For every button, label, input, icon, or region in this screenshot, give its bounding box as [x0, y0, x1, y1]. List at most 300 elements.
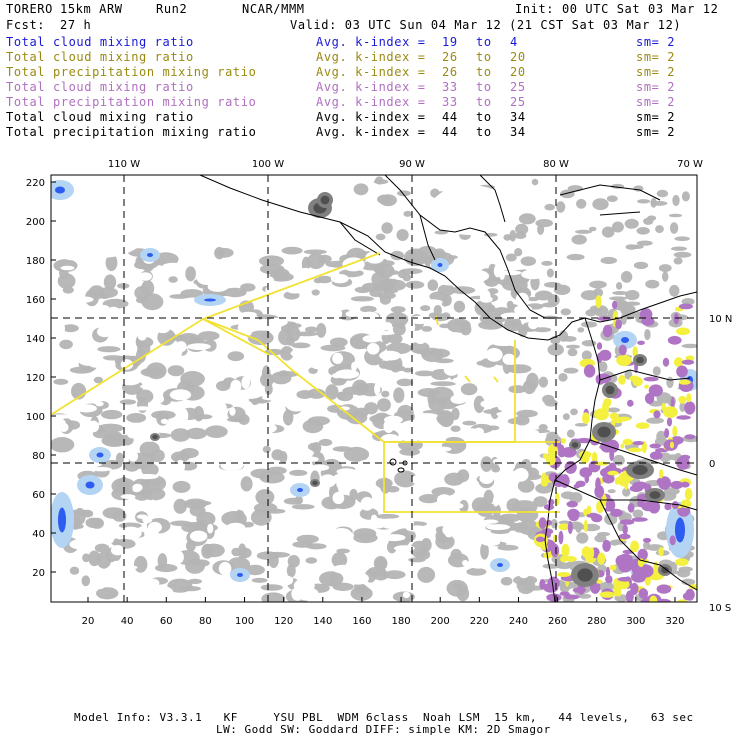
clear-gap — [452, 377, 464, 383]
cloud-patch — [185, 266, 196, 281]
purple-patch — [599, 350, 612, 361]
purple-patch — [663, 358, 669, 367]
cloud-patch — [421, 326, 432, 332]
cloud-patch — [547, 269, 554, 278]
bottom-tick-label: 300 — [626, 616, 646, 627]
legend-kindex-label: Avg. k-index = — [316, 125, 426, 139]
clear-gap — [479, 473, 493, 484]
legend-k-to: 25 — [510, 80, 526, 94]
cloud-patch — [544, 282, 561, 288]
dark-cloud-core — [661, 567, 669, 574]
clear-gap — [412, 474, 435, 486]
cloud-patch — [513, 522, 528, 532]
cloud-patch — [398, 325, 405, 329]
cloud-patch — [643, 218, 653, 225]
clear-gap — [462, 277, 476, 281]
clear-gap — [198, 485, 205, 493]
cloud-patch — [577, 327, 584, 332]
cloud-patch — [330, 338, 348, 348]
blue-patch — [86, 482, 95, 489]
clear-gap — [309, 356, 328, 369]
clear-gap — [52, 345, 60, 351]
cloud-patch — [451, 408, 459, 420]
clear-gap — [474, 428, 484, 437]
clear-gap — [111, 545, 124, 555]
clear-gap — [55, 323, 65, 334]
latitude-label: 0 — [709, 459, 716, 470]
clear-gap — [133, 487, 141, 492]
cloud-patch — [408, 557, 425, 562]
clear-gap — [140, 384, 153, 388]
cloud-patch — [561, 308, 571, 315]
clear-gap — [254, 584, 261, 595]
cloud-patch — [173, 481, 191, 493]
clear-gap — [435, 447, 452, 452]
cloud-patch — [441, 312, 450, 320]
clear-gap — [59, 357, 76, 365]
cloud-patch — [397, 379, 413, 387]
yellow-patch — [678, 396, 686, 404]
cloud-patch — [542, 395, 554, 404]
cloud-patch — [616, 282, 622, 290]
purple-patch — [664, 428, 669, 438]
cloud-patch — [428, 397, 447, 412]
cloud-patch — [576, 199, 586, 209]
dark-cloud-core — [636, 357, 644, 364]
cloud-patch — [570, 409, 578, 416]
clear-gap — [137, 515, 148, 519]
clear-gap — [208, 282, 229, 292]
clear-gap — [110, 315, 119, 323]
yellow-patch — [597, 552, 605, 564]
purple-patch — [558, 531, 563, 544]
cloud-patch — [252, 578, 268, 583]
clear-gap — [163, 263, 185, 270]
cloud-patch — [542, 303, 557, 308]
cloud-patch — [399, 448, 420, 456]
cloud-patch — [653, 366, 661, 376]
legend-kindex-label: Avg. k-index = — [316, 35, 426, 49]
cloud-patch — [391, 306, 406, 313]
clear-gap — [374, 383, 380, 396]
legend-kindex-label: Avg. k-index = — [316, 80, 426, 94]
purple-patch — [657, 584, 672, 593]
purple-patch — [670, 481, 683, 489]
purple-patch — [591, 514, 602, 522]
cloud-patch — [205, 425, 228, 438]
legend-smoothing: sm= 2 — [636, 95, 676, 109]
clear-gap — [422, 299, 443, 305]
clear-gap — [351, 362, 357, 371]
clear-gap — [500, 270, 521, 275]
clear-gap — [403, 436, 412, 441]
cloud-patch — [195, 414, 213, 419]
clear-gap — [347, 304, 356, 311]
cloud-patch — [444, 473, 464, 486]
clear-gap — [230, 380, 241, 392]
purple-patch — [574, 484, 581, 489]
blue-patch — [438, 263, 443, 267]
cloud-patch — [517, 507, 539, 522]
yellow-patch — [561, 438, 566, 444]
cloud-patch — [682, 191, 690, 201]
clear-gap — [332, 565, 355, 574]
legend-smoothing: sm= 2 — [636, 35, 676, 49]
legend-smoothing: sm= 2 — [636, 50, 676, 64]
cloud-patch — [594, 305, 608, 317]
cloud-patch — [397, 229, 409, 241]
clear-gap — [333, 492, 345, 504]
clear-gap — [521, 270, 545, 280]
purple-patch — [551, 544, 559, 558]
purple-patch — [597, 342, 602, 349]
cloud-patch — [97, 287, 118, 298]
clear-gap — [528, 430, 539, 436]
cloud-patch — [188, 579, 202, 584]
yellow-track-line — [465, 376, 498, 382]
clear-gap — [156, 325, 170, 334]
clear-gap — [346, 311, 359, 317]
clear-gap — [294, 305, 310, 315]
cloud-patch — [356, 383, 369, 391]
cloud-patch — [354, 183, 369, 195]
cloud-patch — [58, 273, 76, 289]
clear-gap — [110, 334, 117, 339]
cloud-patch — [607, 408, 620, 413]
bottom-tick-label: 180 — [391, 616, 411, 627]
legend-field-name: Total cloud mixing ratio — [6, 50, 194, 64]
longitude-label: 110 W — [107, 159, 141, 170]
cloud-patch — [97, 346, 120, 352]
clear-gap — [369, 373, 391, 384]
purple-patch — [568, 521, 573, 534]
cloud-patch — [214, 247, 224, 259]
cloud-patch — [196, 520, 206, 525]
cloud-patch — [261, 331, 271, 340]
cloud-patch — [216, 381, 230, 391]
purple-patch — [628, 503, 635, 513]
legend-field-name: Total cloud mixing ratio — [6, 80, 194, 94]
cloud-patch — [168, 276, 177, 283]
legend-smoothing: sm= 2 — [636, 125, 676, 139]
cloud-patch — [544, 204, 555, 211]
clear-gap — [121, 494, 136, 499]
clear-gap — [262, 396, 284, 401]
clear-gap — [181, 360, 199, 365]
yellow-patch — [584, 520, 588, 532]
cloud-patch — [282, 247, 303, 255]
clear-gap — [181, 409, 188, 423]
clear-gap — [150, 500, 156, 507]
clear-gap — [332, 353, 343, 364]
clear-gap — [279, 576, 293, 586]
purple-patch — [650, 444, 661, 449]
cloud-patch — [568, 349, 578, 357]
clear-gap — [384, 416, 403, 424]
cloud-patch — [659, 264, 672, 272]
clear-gap — [360, 312, 379, 323]
clear-gap — [357, 460, 377, 470]
cloud-patch — [308, 416, 330, 425]
latitude-label: 10 N — [709, 314, 733, 325]
cloud-patch — [666, 377, 673, 388]
clear-gap — [325, 451, 341, 456]
clear-gap — [415, 413, 438, 418]
cloud-patch — [261, 584, 283, 591]
clear-gap — [287, 288, 302, 293]
clear-gap — [253, 423, 277, 434]
cloud-patch — [543, 316, 558, 320]
purple-patch — [637, 341, 645, 345]
yellow-patch — [595, 462, 609, 466]
cloud-patch — [567, 254, 585, 260]
cloud-patch — [251, 509, 272, 526]
clear-gap — [328, 306, 340, 311]
cloud-patch — [535, 219, 553, 227]
clear-gap — [480, 400, 498, 408]
cloud-patch — [646, 417, 664, 423]
cloud-patch — [82, 510, 94, 518]
clear-gap — [241, 376, 250, 389]
cloud-patch — [70, 567, 79, 575]
dark-cloud-core — [597, 427, 610, 438]
legend-k-to: 4 — [510, 35, 518, 49]
clear-gap — [513, 468, 528, 482]
physics-info-line: LW: Godd SW: Goddard DIFF: simple KM: 2D Smagor — [216, 723, 551, 736]
left-tick-label: 40 — [32, 529, 45, 540]
purple-patch — [657, 477, 668, 485]
valid-time: Valid: 03 UTC Sun 04 Mar 12 (21 CST Sat 03 Mar 12) — [290, 18, 682, 32]
clear-gap — [111, 561, 122, 568]
cloud-patch — [655, 225, 664, 233]
clear-gap — [507, 375, 514, 385]
purple-patch — [641, 502, 654, 512]
clear-gap — [486, 348, 503, 362]
cloud-patch — [526, 373, 539, 390]
cloud-patch — [271, 449, 283, 460]
left-tick-label: 100 — [25, 412, 45, 423]
cloud-patch — [305, 327, 318, 333]
run-label: Run2 — [156, 2, 188, 16]
cloud-patch — [671, 247, 687, 251]
blue-patch — [204, 299, 216, 302]
cloud-patch — [566, 345, 580, 349]
purple-patch — [620, 519, 634, 525]
cloud-patch — [575, 522, 581, 533]
cloud-patch — [439, 324, 451, 329]
cloud-patch — [314, 278, 323, 284]
cloud-patch — [435, 534, 454, 549]
clear-gap — [175, 551, 184, 564]
legend-to: to — [476, 110, 492, 124]
legend-smoothing: sm= 2 — [636, 80, 676, 94]
left-tick-label: 120 — [25, 373, 45, 384]
bottom-tick-label: 120 — [274, 616, 294, 627]
cloud-patch — [476, 361, 486, 366]
yellow-patch — [589, 547, 594, 558]
clear-gap — [207, 524, 213, 534]
left-tick-label: 180 — [25, 256, 45, 267]
clear-gap — [99, 305, 110, 314]
clear-gap — [197, 473, 215, 480]
cloud-patch — [53, 379, 68, 385]
yellow-patch — [659, 469, 663, 478]
cloud-patch — [284, 498, 303, 505]
clear-gap — [469, 559, 488, 568]
legend-kindex-label: Avg. k-index = — [316, 95, 426, 109]
clear-gap — [158, 395, 164, 403]
cloud-patch — [304, 249, 327, 254]
legend-k-from: 44 — [442, 110, 458, 124]
yellow-patch — [607, 471, 618, 476]
cloud-patch — [438, 284, 455, 295]
cloud-patch — [375, 514, 399, 519]
clear-gap — [230, 429, 237, 442]
bottom-tick-label: 140 — [313, 616, 333, 627]
cloud-patch — [261, 592, 285, 605]
longitude-label: 70 W — [677, 159, 703, 170]
coastline — [390, 459, 407, 472]
clear-gap — [166, 538, 173, 551]
purple-patch — [650, 451, 663, 460]
purple-patch — [668, 336, 682, 345]
legend-k-to: 20 — [510, 50, 526, 64]
dark-cloud-core — [577, 568, 592, 581]
clear-gap — [379, 351, 401, 361]
bottom-tick-label: 100 — [234, 616, 255, 627]
clear-gap — [128, 451, 138, 462]
clear-gap — [229, 498, 247, 502]
yellow-patch — [594, 408, 609, 420]
legend-field-name: Total precipitation mixing ratio — [6, 65, 257, 79]
left-tick-label: 220 — [25, 178, 45, 189]
cloud-patch — [398, 270, 407, 278]
cloud-patch — [174, 499, 187, 514]
clear-gap — [307, 494, 323, 500]
clear-gap — [363, 335, 381, 343]
cloud-patch — [417, 567, 435, 583]
purple-patch — [623, 524, 628, 534]
clear-gap — [144, 578, 159, 587]
forecast-hour: 27 h — [60, 18, 92, 32]
cloud-patch — [126, 413, 146, 423]
cloud-patch — [607, 195, 618, 202]
yellow-patch — [676, 328, 690, 336]
purple-patch — [539, 517, 547, 529]
yellow-patch — [561, 544, 569, 558]
purple-patch — [682, 360, 694, 365]
clear-gap — [262, 528, 270, 537]
cloud-patch — [621, 271, 632, 283]
yellow-patch — [587, 506, 592, 515]
clear-gap — [209, 486, 215, 495]
clear-gap — [69, 539, 88, 549]
clear-gap — [93, 582, 105, 590]
cloud-patch — [384, 570, 406, 579]
clear-gap — [480, 290, 491, 303]
purple-patch — [605, 575, 612, 583]
cloud-patch — [403, 211, 412, 217]
clear-gap — [306, 398, 316, 411]
left-tick-label: 80 — [32, 451, 45, 462]
clear-gap — [212, 402, 227, 412]
clear-gap — [91, 467, 111, 471]
legend-k-to: 34 — [510, 110, 526, 124]
clear-gap — [190, 531, 207, 542]
cloud-patch — [451, 549, 462, 561]
yellow-patch — [628, 448, 642, 453]
cloud-patch — [567, 430, 575, 438]
blue-patch — [621, 337, 629, 343]
clear-gap — [286, 398, 307, 412]
legend-k-from: 26 — [442, 65, 458, 79]
cloud-patch — [292, 541, 313, 548]
cloud-patch — [484, 490, 494, 505]
cloud-patch — [227, 417, 248, 422]
cloud-patch — [434, 305, 442, 316]
clear-gap — [226, 523, 246, 534]
cloud-patch — [610, 541, 618, 546]
yellow-patch — [630, 541, 639, 553]
purple-patch — [630, 583, 638, 595]
purple-patch — [639, 588, 649, 598]
left-tick-label: 20 — [32, 568, 45, 579]
cloud-patch — [575, 230, 592, 234]
cloud-patch — [156, 411, 168, 426]
cloud-patch — [462, 421, 476, 426]
purple-patch — [567, 501, 578, 508]
clear-gap — [127, 426, 138, 439]
yellow-patch — [620, 444, 624, 449]
clear-gap — [95, 401, 103, 406]
yellow-patch — [580, 453, 589, 464]
cloud-patch — [541, 261, 552, 266]
clear-gap — [118, 272, 135, 283]
cloud-patch — [180, 586, 201, 591]
purple-patch — [644, 377, 659, 382]
yellow-patch — [553, 535, 557, 542]
yellow-patch — [638, 558, 644, 567]
cloud-patch — [415, 371, 435, 377]
legend-k-to: 34 — [510, 125, 526, 139]
cloud-patch — [316, 323, 326, 338]
clear-gap — [155, 319, 178, 324]
bottom-tick-label: 240 — [508, 616, 529, 627]
clear-gap — [352, 323, 364, 334]
clear-gap — [238, 392, 261, 399]
cloud-patch — [539, 377, 548, 388]
clear-gap — [452, 360, 462, 364]
yellow-patch — [672, 426, 677, 437]
bottom-tick-label: 260 — [548, 616, 568, 627]
clear-gap — [137, 474, 159, 479]
purple-patch — [603, 325, 613, 338]
cloud-patch — [73, 524, 84, 529]
cloud-patch — [308, 443, 319, 451]
clear-gap — [229, 407, 235, 416]
clear-gap — [61, 266, 75, 271]
cloud-patch — [312, 289, 320, 295]
clear-gap — [319, 474, 336, 487]
cloud-patch — [630, 245, 644, 249]
cloud-patch — [637, 199, 650, 203]
yellow-patch — [679, 380, 691, 385]
clear-gap — [306, 457, 319, 462]
dark-cloud-core — [312, 481, 318, 485]
cloud-patch — [393, 387, 404, 403]
cloud-patch — [231, 548, 240, 557]
purple-patch — [602, 540, 611, 552]
